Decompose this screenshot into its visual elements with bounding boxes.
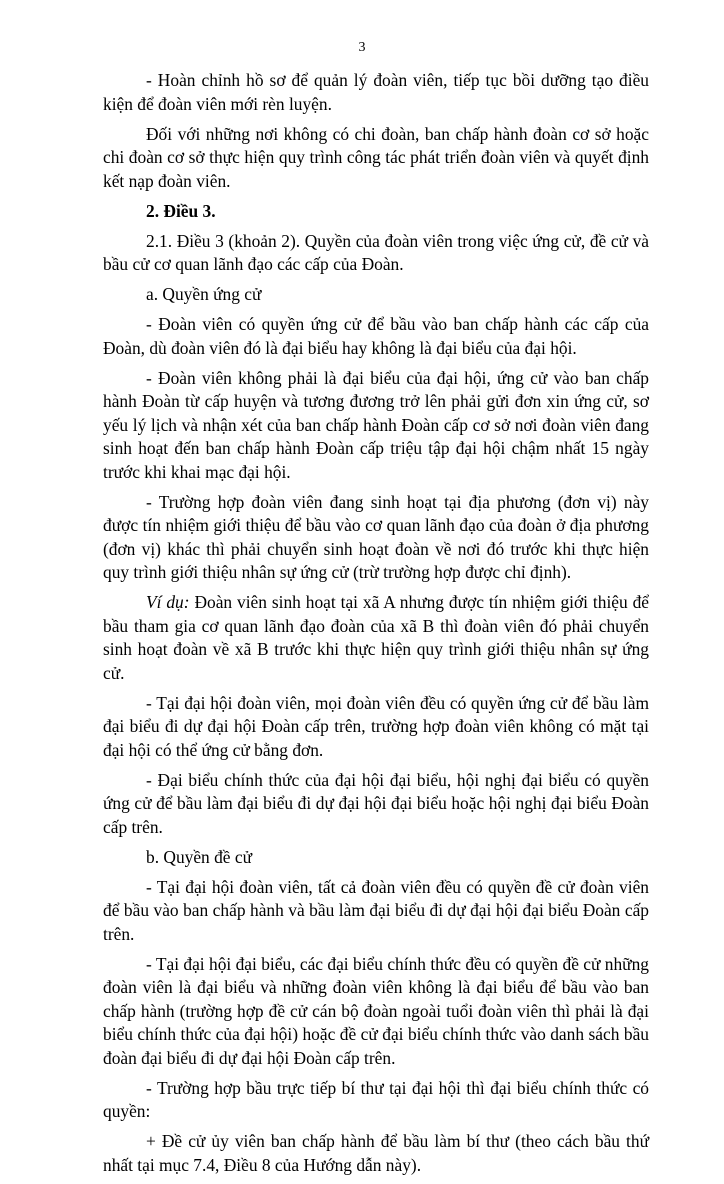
document-body: [103, 69, 649, 1184]
paragraph-transfer-activity: - Trường hợp đoàn viên đang sinh hoạt tại địa phương (đơn vị) này được tín nhiệm giới thiệu để bầu vào cơ quan lãnh đạo của đoàn ở địa phương (đơn vị) khác thì phải chuyển sinh hoạt đoàn về nơi đó trước khi thực hiện quy trình giới thiệu nhân sự ứng cử (trừ trường hợp được chỉ định).: [103, 491, 649, 582]
example-text: Đoàn viên sinh hoạt tại xã A nhưng được tín nhiệm giới thiệu để bầu tham gia cơ quan lãnh đạo đoàn của xã B thì đoàn viên đó phải chuyển sinh hoạt đoàn về xã B trước khi thực hiện quy trình giới thiệu nhân sự ứng cử.: [103, 592, 650, 683]
paragraph-nominate-secretary: + Đề cử ủy viên ban chấp hành để bầu làm bí thư (theo cách bầu thứ nhất tại mục 7.4, Điều 8 của Hướng dẫn này).: [103, 1131, 649, 1175]
paragraph-non-delegate-application: - Đoàn viên không phải là đại biểu của đại hội, ứng cử vào ban chấp hành Đoàn từ cấp huyện và tương đương trở lên phải gửi đơn xin ứng cử, sơ yếu lý lịch và nhận xét của ban chấp hành Đoàn cấp cơ sở nơi đoàn viên đang sinh hoạt đến ban chấp hành Đoàn cấp triệu tập đại hội chậm nhất 15 ngày trước khi khai mạc đại hội.: [103, 367, 649, 482]
page-number: 3: [358, 40, 366, 55]
subheading-right-to-nominate: b. Quyền đề cử: [146, 846, 253, 867]
paragraph-no-branch: Đối với những nơi không có chi đoàn, ban chấp hành đoàn cơ sở hoặc chi đoàn cơ sở thực hiện quy trình công tác phát triển đoàn viên và quyết định kết nạp đoàn viên.: [103, 123, 649, 191]
paragraph-run-any-level: - Đoàn viên có quyền ứng cử để bầu vào ban chấp hành các cấp của Đoàn, dù đoàn viên đó là đại biểu hay không là đại biểu của đại hội.: [103, 314, 649, 358]
example-label: Ví dụ:: [146, 592, 190, 612]
paragraph-official-delegate-run: - Đại biểu chính thức của đại hội đại biểu, hội nghị đại biểu có quyền ứng cử để bầu làm đại biểu đi dự đại hội đại biểu hoặc hội nghị đại biểu Đoàn cấp trên.: [103, 769, 649, 837]
subheading-right-to-run: a. Quyền ứng cử: [146, 284, 262, 304]
paragraph-complete-records: - Hoàn chỉnh hồ sơ để quản lý đoàn viên, tiếp tục bồi dưỡng tạo điều kiện để đoàn viên mới rèn luyện.: [103, 70, 649, 114]
section-heading-dieu-3: 2. Điều 3.: [146, 200, 216, 221]
paragraph-direct-election-secretary: - Trường hợp bầu trực tiếp bí thư tại đại hội thì đại biểu chính thức có quyền:: [103, 1077, 649, 1121]
paragraph-delegate-congress-nominate: - Tại đại hội đại biểu, các đại biểu chính thức đều có quyền đề cử những đoàn viên là đại biểu và những đoàn viên không là đại biểu để bầu vào ban chấp hành (trường hợp đề cử cán bộ đoàn ngoài tuổi đoàn viên thì phải là đại biểu chính thức của đại hội) hoặc đề cử đại biểu chính thức vào danh sách bầu đoàn đại biểu đi dự đại hội Đoàn cấp trên.: [103, 953, 649, 1068]
paragraph-member-congress-run: - Tại đại hội đoàn viên, mọi đoàn viên đều có quyền ứng cử để bầu làm đại biểu đi dự đại hội Đoàn cấp trên, trường hợp đoàn viên không có mặt tại đại hội có thể ứng cử bằng đơn.: [103, 692, 649, 760]
paragraph-rights-intro: 2.1. Điều 3 (khoản 2). Quyền của đoàn viên trong việc ứng cử, đề cử và bầu cử cơ quan lãnh đạo các cấp của Đoàn.: [103, 230, 649, 274]
paragraph-example: [103, 591, 649, 685]
paragraph-member-congress-nominate: - Tại đại hội đoàn viên, tất cả đoàn viên đều có quyền đề cử đoàn viên để bầu vào ban chấp hành và bầu làm đại biểu đi dự đại hội đại biểu Đoàn cấp trên.: [103, 876, 649, 944]
